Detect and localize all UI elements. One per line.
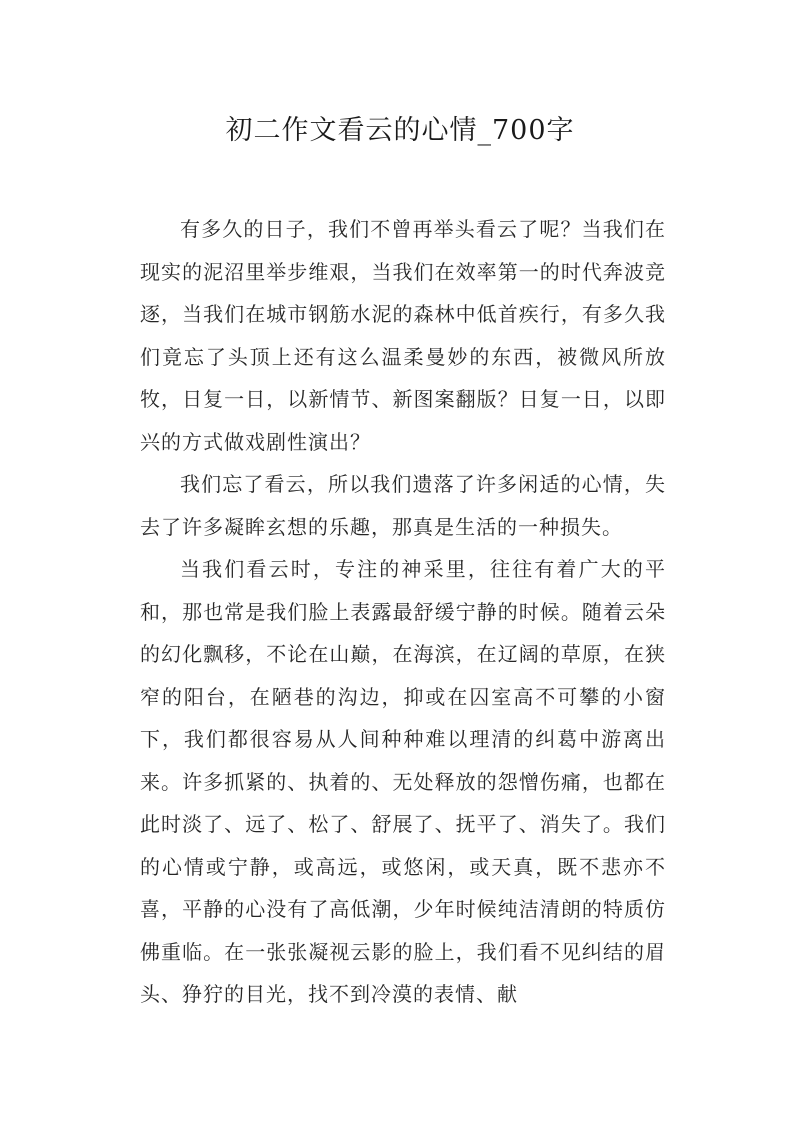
document-body: [140, 208, 666, 1016]
paragraph: 有多久的日子，我们不曾再举头看云了呢？当我们在现实的泥沼里举步维艰，当我们在效率第一的时代奔波竞逐，当我们在城市钢筋水泥的森林中低首疾行，有多久我们竟忘了头顶上还有这么温柔曼妙的东西，被微风所放牧，日复一日，以新情节、新图案翻版？日复一日，以即兴的方式做戏剧性演出？: [140, 217, 666, 454]
paragraph: 当我们看云时，专注的神采里，往往有着广大的平和，那也常是我们脸上表露最舒缓宁静的时候。随着云朵的幻化飘移，不论在山巅，在海滨，在辽阔的草原，在狭窄的阳台，在陋巷的沟边，抑或在囚室高不可攀的小窗下，我们都很容易从人间种种难以理清的纠葛中游离出来。许多抓紧的、执着的、无处释放的怨憎伤痛，也都在此时淡了、远了、松了、舒展了、抚平了、消失了。我们的心情或宁静，或高远，或悠闲，或天真，既不悲亦不喜，平静的心没有了高低潮，少年时候纯洁清朗的特质仿佛重临。在一张张凝视云影的脸上，我们看不见纠结的眉头、狰狞的目光，找不到冷漠的表情、献: [140, 557, 666, 1006]
document-title: 初二作文看云的心情_700字: [225, 115, 575, 146]
paragraph: 我们忘了看云，所以我们遗落了许多闲适的心情，失去了许多凝眸玄想的乐趣，那真是生活的一种损失。: [140, 472, 666, 539]
